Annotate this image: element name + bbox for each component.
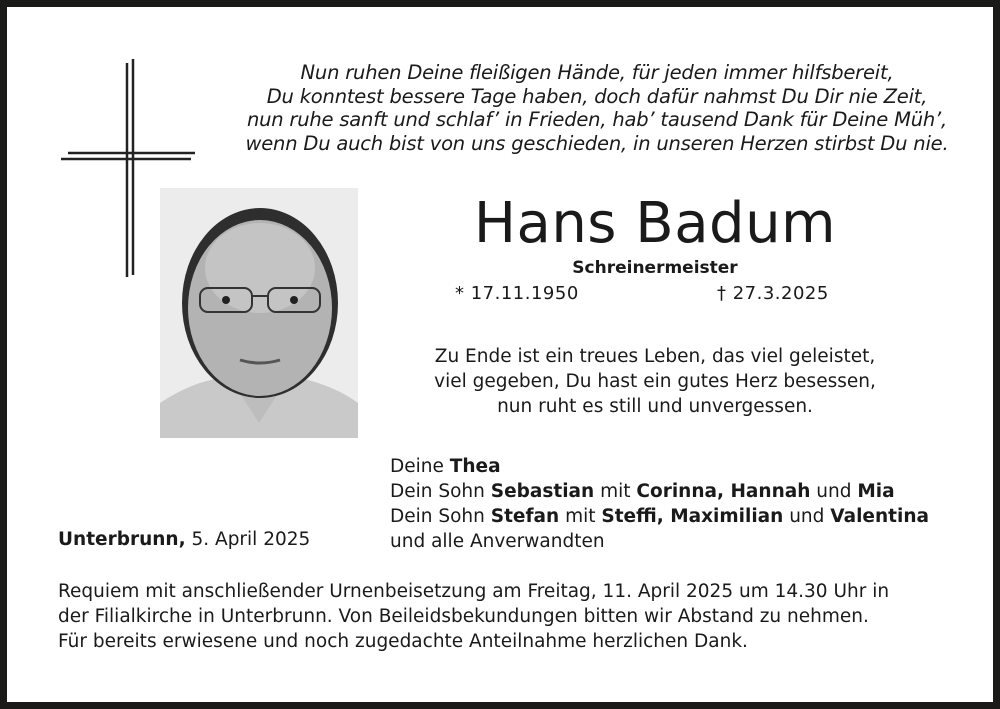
name: Stefan	[490, 506, 560, 527]
place-date	[58, 529, 310, 550]
place: Unterbrunn,	[58, 529, 186, 550]
mourner-line	[390, 504, 929, 529]
quote-line: viel gegeben, Du hast ein gutes Herz besessen,	[434, 371, 876, 392]
text: Deine	[390, 456, 450, 477]
text: und	[810, 481, 858, 502]
date: 5. April 2025	[185, 529, 311, 550]
name: Sebastian	[490, 481, 595, 502]
birth-date: * 17.11.1950	[455, 283, 579, 304]
poem	[167, 61, 1000, 155]
service-line: Requiem mit anschließender Urnenbeisetzung am Freitag, 11. April 2025 um 14.30 Uhr in	[58, 581, 890, 602]
name: Thea	[449, 456, 501, 477]
quote	[362, 344, 948, 419]
mourner-line	[390, 454, 929, 479]
poem-line: Nun ruhen Deine fleißigen Hände, für jeden immer hilfsbereit,	[300, 61, 894, 84]
name: Mia	[857, 481, 895, 502]
obituary-notice	[7, 7, 993, 702]
poem-line: Du konntest bessere Tage haben, doch dafür nahmst Du Dir nie Zeit,	[266, 84, 928, 108]
poem-line: wenn Du auch bist von uns geschieden, in unseren Herzen stirbst Du nie.	[245, 131, 949, 155]
service-line: der Filialkirche in Unterbrunn. Von Beileidsbekundungen bitten wir Abstand zu nehmen.	[58, 606, 869, 627]
name: Valentina	[830, 506, 929, 527]
profession: Schreinermeister	[572, 258, 738, 278]
poem-line: nun ruhe sanft und schlaf’ in Frieden, hab’ tausend Dank für Deine Müh’,	[246, 108, 948, 131]
quote-line: Zu Ende ist ein treues Leben, das viel geleistet,	[434, 346, 876, 367]
text: mit	[594, 481, 637, 502]
text: Dein Sohn	[390, 506, 491, 527]
quote-line: nun ruht es still und unvergessen.	[497, 396, 813, 417]
text: und	[783, 506, 831, 527]
mourners-list	[390, 454, 929, 554]
death-date: † 27.3.2025	[717, 283, 829, 304]
text: mit	[559, 506, 602, 527]
text: Dein Sohn	[390, 481, 491, 502]
name: Steffi, Maximilian	[601, 506, 784, 527]
portrait-photo	[160, 188, 358, 438]
mourner-line: und alle Anverwandten	[390, 531, 605, 552]
service-info	[58, 579, 889, 654]
mourner-line	[390, 479, 929, 504]
service-line: Für bereits erwiesene und noch zugedachte Anteilnahme herzlichen Dank.	[58, 631, 748, 652]
name: Corinna, Hannah	[636, 481, 811, 502]
deceased-name: Hans Badum	[473, 191, 837, 256]
